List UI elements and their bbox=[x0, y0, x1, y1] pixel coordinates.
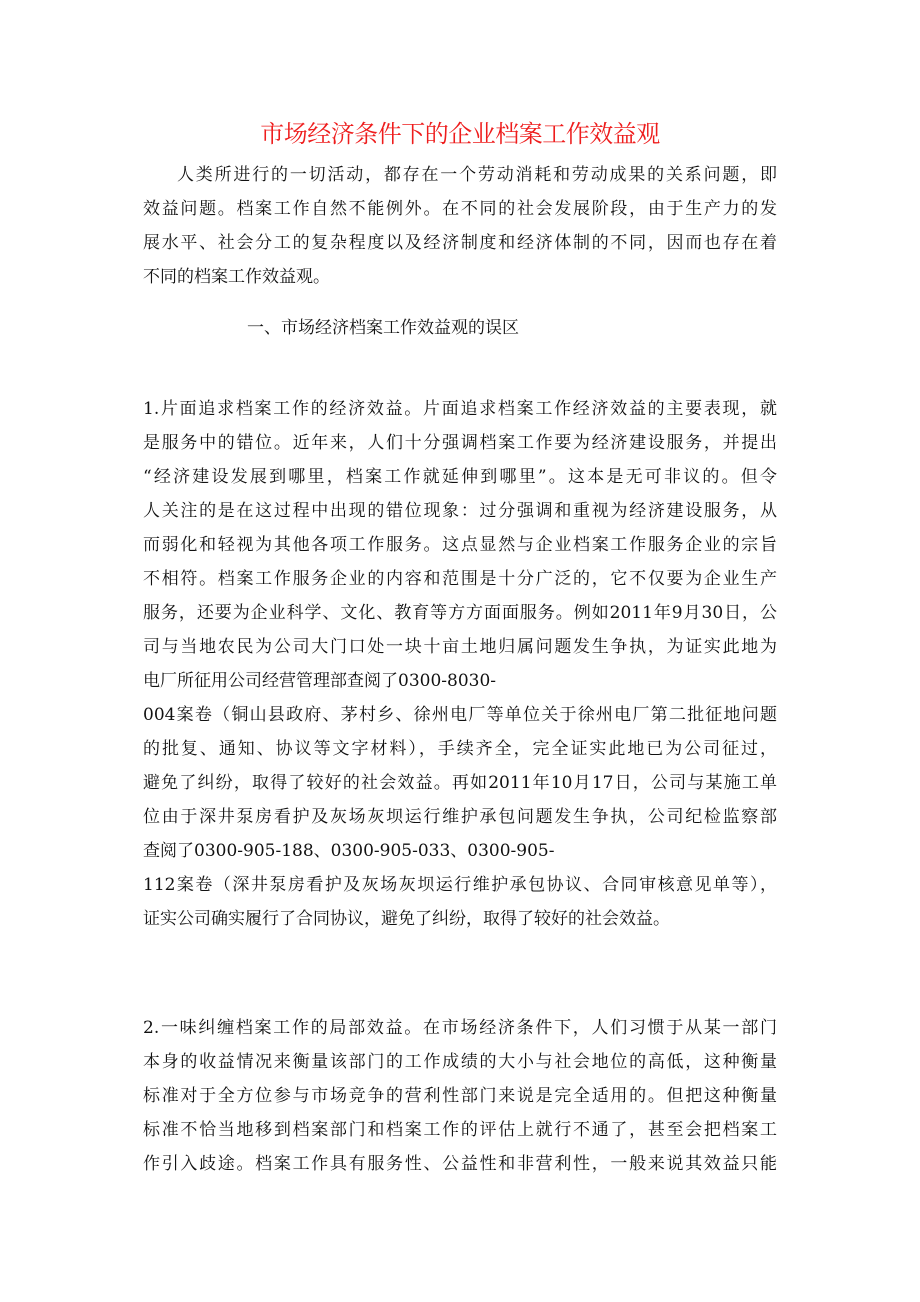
intro-line: 展水平、社会分工的复杂程度以及经济制度和经济体制的不同，因而也存在着 bbox=[143, 233, 777, 253]
section-1-line: 服务，还要为企业科学、文化、教育等方方面面服务。例如2011年9月30日，公 bbox=[143, 603, 777, 623]
document-title: 市场经济条件下的企业档案工作效益观 bbox=[260, 120, 660, 148]
section-1-line: 的批复、通知、协议等文字材料），手续齐全，完全证实此地已为公司征过， bbox=[143, 739, 777, 759]
section-1-line: 位由于深井泵房看护及灰场灰坝运行维护承包问题发生争执，公司纪检监察部 bbox=[143, 807, 777, 827]
section-1-line: 004案卷（铜山县政府、茅村乡、徐州电厂等单位关于徐州电厂第二批征地问题 bbox=[143, 705, 777, 725]
intro-line: 人类所进行的一切活动，都存在一个劳动消耗和劳动成果的关系问题，即 bbox=[177, 165, 777, 185]
section-2-line: 标准对于全方位参与市场竞争的营利性部门来说是完全适用的。但把这种衡量 bbox=[143, 1086, 777, 1106]
section-1-paragraph bbox=[143, 392, 777, 936]
section-1-line: 避免了纠纷，取得了较好的社会效益。再如2011年10月17日，公司与某施工单 bbox=[143, 773, 777, 793]
section-heading-1: 一、市场经济档案工作效益观的误区 bbox=[247, 318, 519, 338]
section-1-line: 电厂所征用公司经营管理部查阅了0300-8030- bbox=[143, 671, 497, 691]
section-2-line: 作引入歧途。档案工作具有服务性、公益性和非营利性，一般来说其效益只能 bbox=[143, 1154, 777, 1174]
section-1-line: 1.片面追求档案工作的经济效益。片面追求档案工作经济效益的主要表现，就 bbox=[143, 399, 777, 419]
section-1-line: 112案卷（深井泵房看护及灰场灰坝运行维护承包协议、合同审核意见单等）， bbox=[143, 875, 777, 895]
intro-line: 不同的档案工作效益观。 bbox=[143, 267, 330, 287]
section-1-line: 不相符。档案工作服务企业的内容和范围是十分广泛的，它不仅要为企业生产 bbox=[143, 569, 777, 589]
section-2-paragraph bbox=[143, 1011, 777, 1181]
section-2-line: 2.一味纠缠档案工作的局部效益。在市场经济条件下，人们习惯于从某一部门 bbox=[143, 1018, 777, 1038]
section-1-line: 是服务中的错位。近年来，人们十分强调档案工作要为经济建设服务，并提出 bbox=[143, 433, 777, 453]
intro-line: 效益问题。档案工作自然不能例外。在不同的社会发展阶段，由于生产力的发 bbox=[143, 199, 777, 219]
section-2-line: 本身的收益情况来衡量该部门的工作成绩的大小与社会地位的高低，这种衡量 bbox=[143, 1052, 777, 1072]
intro-paragraph bbox=[143, 158, 777, 294]
section-2-line: 标准不恰当地移到档案部门和档案工作的评估上就行不通了，甚至会把档案工 bbox=[143, 1120, 777, 1140]
section-1-line: 证实公司确实履行了合同协议，避免了纠纷，取得了较好的社会效益。 bbox=[143, 909, 670, 929]
section-1-line: “经济建设发展到哪里，档案工作就延伸到哪里”。这本是无可非议的。但令 bbox=[143, 467, 777, 487]
section-1-line: 而弱化和轻视为其他各项工作服务。这点显然与企业档案工作服务企业的宗旨 bbox=[143, 535, 777, 555]
section-1-line: 人关注的是在这过程中出现的错位现象：过分强调和重视为经济建设服务，从 bbox=[143, 501, 777, 521]
section-1-line: 司与当地农民为公司大门口处一块十亩土地归属问题发生争执，为证实此地为 bbox=[143, 637, 777, 657]
section-1-line: 查阅了0300-905-188、0300-905-033、0300-905- bbox=[143, 841, 555, 861]
